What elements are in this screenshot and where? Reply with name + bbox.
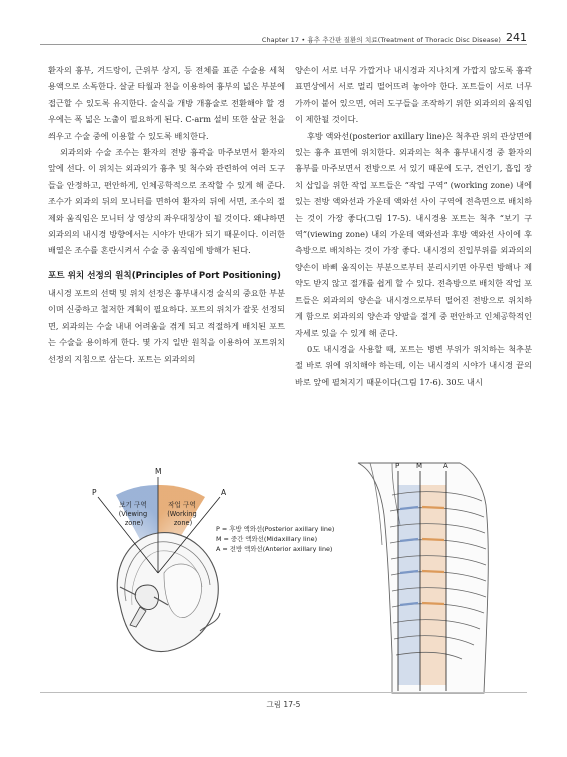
label-a: A [221, 488, 227, 497]
label-a: A [443, 462, 448, 470]
ribcage-lateral-diagram [358, 462, 488, 693]
label-p: P [92, 488, 97, 497]
paragraph: 환자의 흉부, 겨드랑이, 근위부 상지, 등 전체를 표준 수술용 세척 용액으로 소독한다. 살균 타월과 천을 이용하여 흉부의 넓은 부분에 접근할 수 있도록 유지한다. 술식을 개방 개흉술로 전환해야 할 경우에는 폭 넓은 노출이 필요하게 된다. C-arm 설비 또한 살균 천을 씌우고 수술 중에 이용할 수 있도록 배치한다. [48, 65, 285, 141]
axial-chest-diagram [92, 467, 227, 652]
figure-17-5 [40, 455, 527, 695]
figure-caption: 그림 17-5 [266, 700, 301, 709]
page-number: 241 [506, 31, 527, 44]
figure-legend [216, 524, 334, 553]
legend-item: M = 중간 액와선(Midaxillary line) [216, 535, 318, 543]
running-head: Chapter 17 • 흉추 추간판 질환의 치료(Treatment of Thoracic Disc Disease) [261, 36, 501, 44]
header-rule [40, 44, 527, 45]
section-heading: 포트 위치 선정의 원칙(Principles of Port Positioning) [48, 270, 281, 281]
legend-item: A = 전방 액와선(Anterior axillary line) [216, 545, 333, 553]
label-p: P [395, 462, 400, 470]
viewing-zone-label: 보기 구역 (Viewing zone) [118, 501, 148, 527]
paragraph: 양손이 서로 너무 가깝거나 내시경과 지나치게 가깝지 않도록 흉곽 표면상에서 서로 멀리 떨어뜨려 놓아야 한다. 포트들이 서로 너무 가까이 붙어 있으면, 여러 도구들을 조작하기 위한 외과의의 움직임이 제한될 것이다. [295, 65, 532, 125]
paragraph: 0도 내시경을 사용할 때, 포트는 병변 부위가 위치하는 척추분절 바로 위에 위치해야 하는데, 이는 내시경의 시야가 내시경 끝의 바로 앞에 펼쳐지기 때문이다(그림 17-6). 30도 내시 [295, 343, 532, 387]
left-column [48, 62, 285, 367]
legend-item: P = 후방 액와선(Posterior axillary line) [216, 525, 335, 533]
paragraph: 외과의와 수술 조수는 환자의 전방 흉곽을 마주보면서 환자의 앞에 선다. 이 위치는 외과의가 흉추 및 척수와 관련하여 여러 도구들을 안정하고, 편안하게, 인체공학적으로 조작할 수 있게 해 준다. 조수가 외과의 뒤의 모니터를 면하여 환자의 뒤에 서면, 조수의 절제와 움직임은 모니터 상 영상의 좌우대칭상이 될 것이다. 왜냐하면 외과의의 내시경 방향에서는 시야가 반대가 되기 때문이다. 이러한 배열은 조수를 혼란시켜서 수술 중 움직임에 방해가 된다. [48, 147, 285, 256]
label-m: M [416, 462, 423, 470]
paragraph: 후방 액와선(posterior axillary line)은 척추관 위의 관상면에 있는 흉추 표면에 위치한다. 외과의는 척추 흉부내시경 중 환자의 흉부를 마주보면서 전방으로 서 있기 때문에 도구, 견인기, 흡입 장치 삽입을 위한 작업 포트들은 “작업 구역” (working zone) 내에 있는 전방 액와선과 가운데 액와선 사이 구역에 전측면으로 배치하는 것이 가장 좋다(그림 17-5). 내시경용 포트는 척추 “보기 구역”(viewing zone) 내의 가운데 액와선과 후방 액와선 사이에 후측방으로 배치하는 것이 가장 좋다. 내시경의 진입부위를 외과의의 양손이 바삐 움직이는 부분으로부터 분리시키면 아무런 방해나 제약도 받지 않고 절개를 쉽게 할 수 있다. 전측방으로 배치한 작업 포트들은 외과의의 양손을 내시경으로부터 떨어진 전방으로 위치하게 함으로 외과의의 양손과 양팔을 절게 중 편안하고 인체공학적인 자세로 있을 수 있게 해 준다. [295, 130, 532, 338]
page-header [0, 0, 567, 44]
working-zone-band [420, 485, 446, 685]
right-column [295, 62, 532, 390]
label-m: M [155, 467, 162, 476]
viewing-zone-band [398, 485, 420, 685]
figure-rule [40, 692, 527, 693]
paragraph: 내시경 포트의 선택 및 위치 선정은 흉부내시경 술식의 중요한 부분이며 신중하고 철저한 계획이 필요하다. 포트의 위치가 잘못 선정되면, 외과의는 수술 내내 어려움을 겪게 되고 적절하게 배치된 포트는 수술을 용이하게 한다. 몇 가지 일반 원칙을 이용하여 포트위치 선정의 지침으로 삼는다. 포트는 외과의의 [48, 287, 285, 364]
working-zone-label: 작업 구역 (Working zone) [167, 501, 197, 527]
